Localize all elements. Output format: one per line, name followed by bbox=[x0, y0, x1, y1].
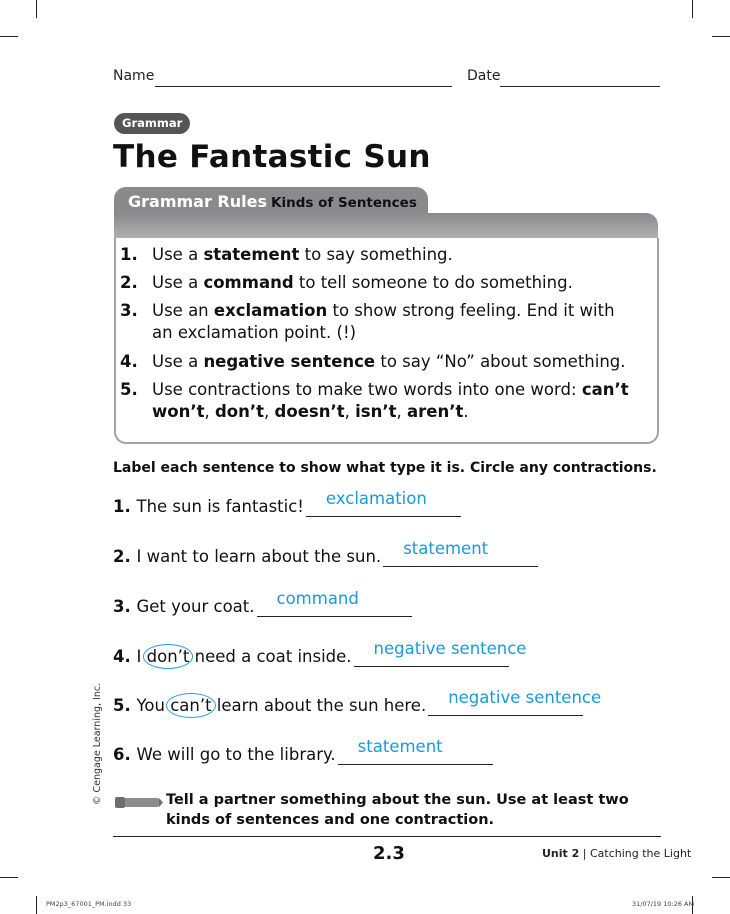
crop-mark bbox=[36, 0, 37, 18]
exercise-number: 3. bbox=[113, 597, 137, 616]
answer-line[interactable] bbox=[354, 666, 509, 667]
answer-line[interactable] bbox=[383, 566, 538, 567]
answer-text: command bbox=[276, 589, 359, 608]
rule-number: 4. bbox=[120, 352, 138, 371]
answer-text: statement bbox=[403, 539, 489, 558]
rule-text: Use an exclamation to show strong feeling. End it with an exclamation point. (!) bbox=[152, 301, 615, 342]
contraction-circle bbox=[143, 644, 194, 669]
date-field[interactable] bbox=[500, 86, 660, 87]
crop-mark bbox=[0, 36, 18, 37]
contraction-word[interactable]: don’t bbox=[146, 647, 190, 666]
contraction-circle bbox=[166, 693, 215, 718]
unit-label: Unit 2 | Catching the Light bbox=[542, 847, 692, 860]
answer-line[interactable] bbox=[257, 616, 412, 617]
rule-number: 1. bbox=[120, 245, 138, 264]
answer-line[interactable] bbox=[428, 715, 583, 716]
crop-mark bbox=[36, 896, 37, 914]
rules-heading-text: Grammar Rules bbox=[128, 192, 267, 211]
rule-text: Use contractions to make two words into one word: can’t won’t, don’t, doesn’t, isn’t, aren’t. bbox=[152, 380, 629, 421]
crop-mark bbox=[0, 877, 18, 878]
page-number: 2.3 bbox=[373, 843, 405, 864]
contraction-word[interactable]: can’t bbox=[170, 696, 212, 715]
exercise-item: 4. I don’t need a coat inside. bbox=[113, 647, 352, 666]
crop-mark bbox=[712, 36, 730, 37]
crop-mark bbox=[692, 0, 693, 18]
exercise-number: 2. bbox=[113, 547, 137, 566]
exercise-item: 2. I want to learn about the sun. bbox=[113, 547, 382, 566]
answer-text: negative sentence bbox=[448, 688, 602, 707]
exercise-item: 1. The sun is fantastic! bbox=[113, 497, 304, 516]
answer-line[interactable] bbox=[306, 516, 461, 517]
rule-text: Use a negative sentence to say “No” about something. bbox=[152, 352, 626, 371]
rules-subheading: Kinds of Sentences bbox=[271, 195, 417, 211]
footer-rule bbox=[113, 836, 661, 837]
date-label: Date bbox=[467, 68, 501, 84]
rule-number: 3. bbox=[120, 301, 138, 320]
rules-band bbox=[114, 213, 658, 241]
crop-mark bbox=[712, 877, 730, 878]
exercise-item: 5. You can’t learn about the sun here. bbox=[113, 696, 427, 715]
exercise-number: 5. bbox=[113, 696, 137, 715]
exercise-item: 6. We will go to the library. bbox=[113, 745, 336, 764]
exercise-number: 4. bbox=[113, 647, 137, 666]
name-field[interactable] bbox=[155, 86, 452, 87]
pencil-icon bbox=[113, 795, 163, 809]
rule-text: Use a statement to say something. bbox=[152, 245, 453, 264]
file-slug: PM2p3_67001_PM.indd 33 bbox=[46, 900, 132, 908]
instructions: Label each sentence to show what type it is. Circle any contractions. bbox=[113, 460, 657, 476]
page-title: The Fantastic Sun bbox=[113, 139, 431, 175]
answer-line[interactable] bbox=[338, 764, 493, 765]
unit-number: Unit 2 bbox=[542, 847, 580, 860]
exercise-number: 1. bbox=[113, 497, 137, 516]
rule-number: 5. bbox=[120, 380, 138, 399]
answer-text: statement bbox=[357, 737, 443, 756]
name-label: Name bbox=[113, 68, 155, 84]
exercise-number: 6. bbox=[113, 745, 137, 764]
unit-title: Catching the Light bbox=[589, 847, 692, 860]
grammar-badge: Grammar bbox=[114, 113, 190, 134]
rules-heading bbox=[128, 192, 417, 211]
exercise-item: 3. Get your coat. bbox=[113, 597, 255, 616]
partner-task: Tell a partner something about the sun. Use at least two kinds of sentences and one contraction. bbox=[166, 792, 629, 828]
copyright: © Cengage Learning, Inc. bbox=[92, 682, 103, 805]
rule-number: 2. bbox=[120, 273, 138, 292]
answer-text: exclamation bbox=[325, 489, 427, 508]
date-slug: 31/07/19 10:26 AM bbox=[632, 900, 695, 908]
answer-text: negative sentence bbox=[373, 639, 527, 658]
rule-text: Use a command to tell someone to do something. bbox=[152, 273, 573, 292]
